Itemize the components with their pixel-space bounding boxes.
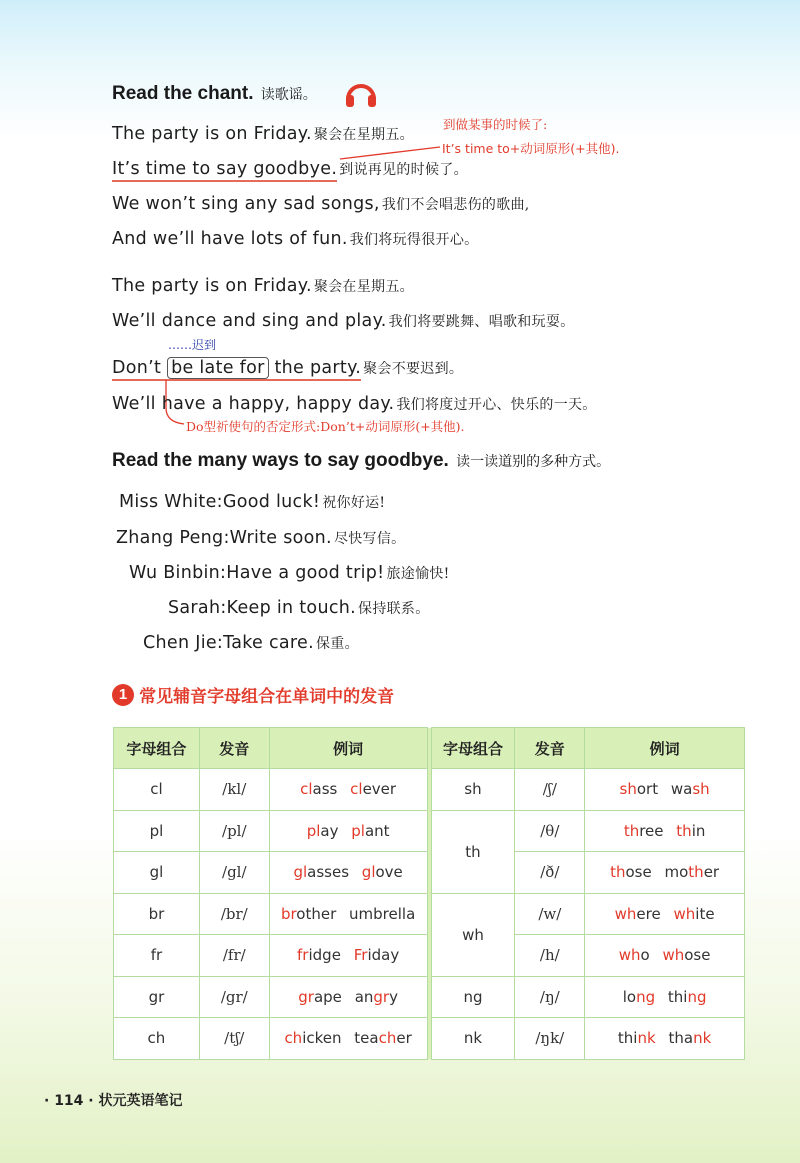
table-row: gr /gr/ grape angry ng /ŋ/ long thing [114,976,745,1018]
chant-line: The party is on Friday. 聚会在星期五。 [112,276,414,296]
chant-line: We’ll dance and sing and play. 我们将要跳舞、唱歌和玩耍。 [112,311,575,331]
chant-line: It’s time to say goodbye. 到说再见的时候了。 [112,159,468,179]
chant-line: We’ll have a happy, happy day. 我们将度过开心、快乐的一天。 [112,394,597,414]
column-header: 发音 [515,728,585,769]
chant-line: The party is on Friday. 聚会在星期五。 [112,124,414,144]
page-footer [44,1090,182,1110]
column-header: 例词 [585,728,745,769]
section-number-badge: 1 [112,684,134,706]
phonics-table [113,727,745,1060]
table-row: fr /fr/ fridge Friday /h/ who whose [114,935,745,977]
page-number: · 114 · [44,1093,94,1109]
table-row: gl /gl/ glasses glove /ð/ those mother [114,852,745,894]
goodbye-line: Chen Jie:Take care. 保重。 [143,633,359,653]
goodbye-line: Sarah:Keep in touch. 保持联系。 [168,598,430,618]
phrase-be-late-for: be late for [167,357,269,379]
column-header: 字母组合 [431,728,515,769]
chant-heading-cn: 读歌谣。 [260,87,317,103]
note-time-to-en: It’s time to+动词原形(+其他). [442,141,620,156]
table-row: ch /tʃ/ chicken teacher nk /ŋk/ think thank [114,1018,745,1060]
table-header-row [114,728,745,769]
note-late-for: ……迟到 [168,338,217,352]
headphones-icon[interactable] [344,79,378,113]
goodbye-line: Miss White:Good luck! 祝你好运! [119,492,386,512]
note-time-to-cn: 到做某事的时候了: [443,117,548,132]
note-dont-imperative: Do型祈使句的否定形式:Don’t+动词原形(+其他). [186,419,465,434]
chant-line: And we’ll have lots of fun. 我们将玩得很开心。 [112,229,479,249]
column-header: 字母组合 [114,728,200,769]
column-header: 例词 [269,728,427,769]
goodbye-line: Wu Binbin:Have a good trip! 旅途愉快! [129,563,450,583]
book-title: 状元英语笔记 [98,1093,183,1109]
table-row: cl /kl/ class clever sh /ʃ/ short wash [114,769,745,811]
section-title [112,682,394,707]
column-header: 发音 [199,728,269,769]
chant-line: Don’t be late for the party. 聚会不要迟到。 [112,358,463,378]
chant-line: We won’t sing any sad songs, 我们不会唱悲伤的歌曲, [112,194,530,214]
chant-heading [112,83,317,105]
goodbye-line: Zhang Peng:Write soon. 尽快写信。 [116,528,406,548]
table-row: br /br/ brother umbrella wh /w/ where white [114,893,745,935]
goodbye-heading: Read the many ways to say goodbye. 读一读道别的多种方式。 [112,450,611,471]
chant-heading-en: Read the chant. [112,83,254,104]
table-row: pl /pl/ play plant th /θ/ three thin [114,810,745,852]
section-title-text: 常见辅音字母组合在单词中的发音 [139,687,395,707]
